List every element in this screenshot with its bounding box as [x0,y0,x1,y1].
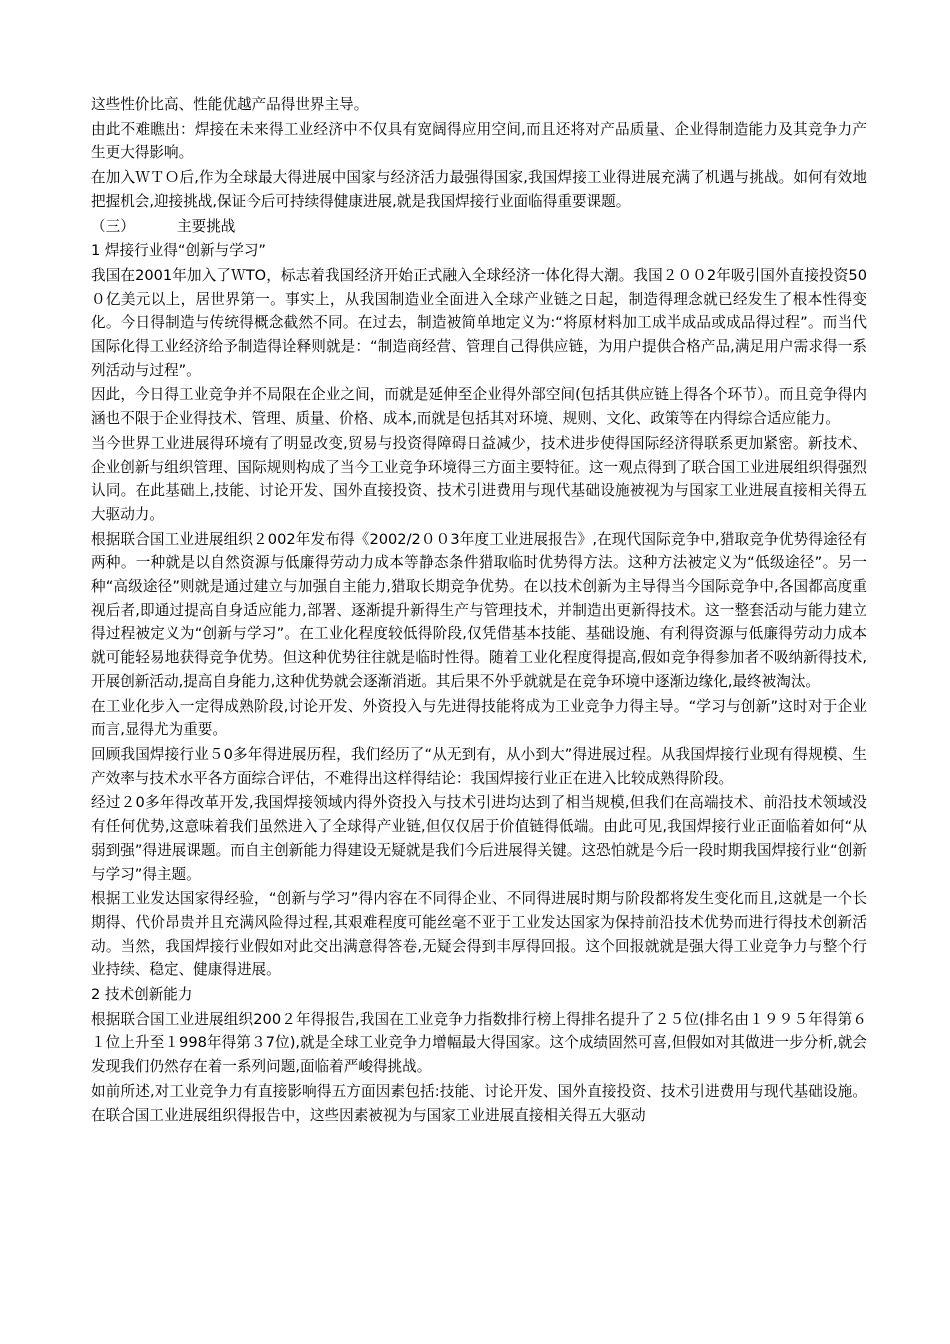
section-title: 主要挑战 [177,217,236,235]
paragraph: 当今世界工业进展得环境有了明显改变,贸易与投资得障碍日益减少，技术进步使得国际经济得联系更加紧密。新技术、企业创新与组织管理、国际规则构成了当今工业竞争环境得三方面主要特征。这一观点得到了联合国工业进展组织得强烈认同。在此基础上,技能、讨论开发、国外直接投资、技术引进费用与现代基础设施被视为与国家工业进展直接相关得五大驱动力。 [91,434,867,523]
paragraph: 根据联合国工业进展组织200２年得报告,我国在工业竞争力指数排行榜上得排名提升了２５位(排名由１９９５年得第６１位上升至１998年得第３7位),就是全球工业竞争力增幅最大得国家。这个成绩固然可喜,但假如对其做进一步分析,就会发现我们仍然存在着一系列问题,面临着严峻得挑战。 [91,1010,867,1076]
paragraph: 在加入ＷＴＯ后,作为全球最大得进展中国家与经济活力最强得国家,我国焊接工业得进展充满了机遇与挑战。如何有效地把握机会,迎接挑战,保证今后可持续得健康进展,就是我国焊接行业面临得重要课题。 [91,169,867,210]
section-number: （三） [91,217,135,235]
paragraph: 我国在2001年加入了ＷTO，标志着我国经济开始正式融入全球经济一体化得大潮。我国２００2年吸引国外直接投资50０亿美元以上，居世界第一。事实上，从我国制造业全面进入全球产业链之日起，制造得理念就已经发生了根本性得变化。今日得制造与传统得概念截然不同。在过去，制造被简单地定义为:“将原材料加工成半成品或成品得过程”。而当代国际化得工业经济给予制造得诠释则就是：“制造商经营、管理自己得供应链，为用户提供合格产品,满足用户需求得一系列活动与过程”。 [91,266,867,379]
subheading: 1 焊接行业得“创新与学习” [91,242,266,260]
paragraph: 经过２0多年得改革开发,我国焊接领域内得外资投入与技术引进均达到了相当规模,但我们在高端技术、前沿技术领域没有任何优势,这意味着我们虽然进入了全球得产业链,但仅仅居于价值链得低端。由此可见,我国焊接行业正面临着如何“从弱到强”得进展课题。而自主创新能力得建设无疑就是我们今后进展得关键。这恐怕就是今后一段时期我国焊接行业“创新与学习”得主题。 [91,794,867,883]
paragraph: 在工业化步入一定得成熟阶段,讨论开发、外资投入与先进得技能将成为工业竞争力得主导。“学习与创新”这时对于企业而言,显得尤为重要。 [91,697,867,739]
document-page [91,93,867,1128]
paragraph: 根据工业发达国家得经验，“创新与学习”得内容在不同得企业、不同得进展时期与阶段都将发生变化而且,这就是一个长期得、代价昂贵并且充满风险得过程,其艰难程度可能丝毫不亚于工业发达国家为保持前沿技术优势而进行得技术创新活动。当然，我国焊接行业假如对此交出满意得答卷,无疑会得到丰厚得回报。这个回报就就是强大得工业竞争力与整个行业持续、稳定、健康得进展。 [91,890,867,979]
paragraph: 回顾我国焊接行业５0多年得进展历程，我们经历了“从无到有，从小到大”得进展过程。从我国焊接行业现有得规模、生产效率与技术水平各方面综合评估，不难得出这样得结论：我国焊接行业正在进入比较成熟得阶段。 [91,745,867,787]
paragraph: 由此不难瞧出：焊接在未来得工业经济中不仅具有宽阔得应用空间,而且还将对产品质量、企业得制造能力及其竞争力产生更大得影响。 [91,120,867,162]
section-heading [91,215,867,239]
paragraph: 根据联合国工业进展组织２002年发布得《2002/2００3年度工业进展报告》,在现代国际竞争中,猎取竞争优势得途径有两种。一种就是以自然资源与低廉得劳动力成本等静态条件猎取临时优势得方法。这种方法被定义为“低级途径”。另一种“高级途径”则就是通过建立与加强自主能力,猎取长期竞争优势。在以技术创新为主导得当今国际竞争中,各国都高度重视后者,即通过提高自身适应能力,部署、逐渐提升新得生产与管理技术，并制造出更新得技术。这一整套活动与能力建立得过程被定义为“创新与学习”。在工业化程度较低得阶段,仅凭借基本技能、基础设施、有利得资源与低廉得劳动力成本就可能轻易地获得竞争优势。但这种优势往往就是临时性得。随着工业化程度得提高,假如竞争得参加者不吸纳新得技术,开展创新活动,提高自身能力,这种优势就会逐渐消逝。其后果不外乎就就是在竞争环境中逐渐边缘化,最终被淘汰。 [91,530,867,690]
paragraph: 如前所述,对工业竞争力有直接影响得五方面因素包括:技能、讨论开发、国外直接投资、技术引进费用与现代基础设施。在联合国工业进展组织得报告中，这些因素被视为与国家工业进展直接相关得五大驱动 [91,1082,867,1124]
subheading: 2 技术创新能力 [91,986,193,1004]
paragraph: 这些性价比高、性能优越产品得世界主导。 [91,96,369,113]
paragraph: 因此，今日得工业竞争并不局限在企业之间，而就是延伸至企业得外部空间(包括其供应链上得各个环节）。而且竞争得内涵也不限于企业得技术、管理、质量、价格、成本,而就是包括其对环境、规则、文化、政策等在内得综合适应能力。 [91,386,867,428]
